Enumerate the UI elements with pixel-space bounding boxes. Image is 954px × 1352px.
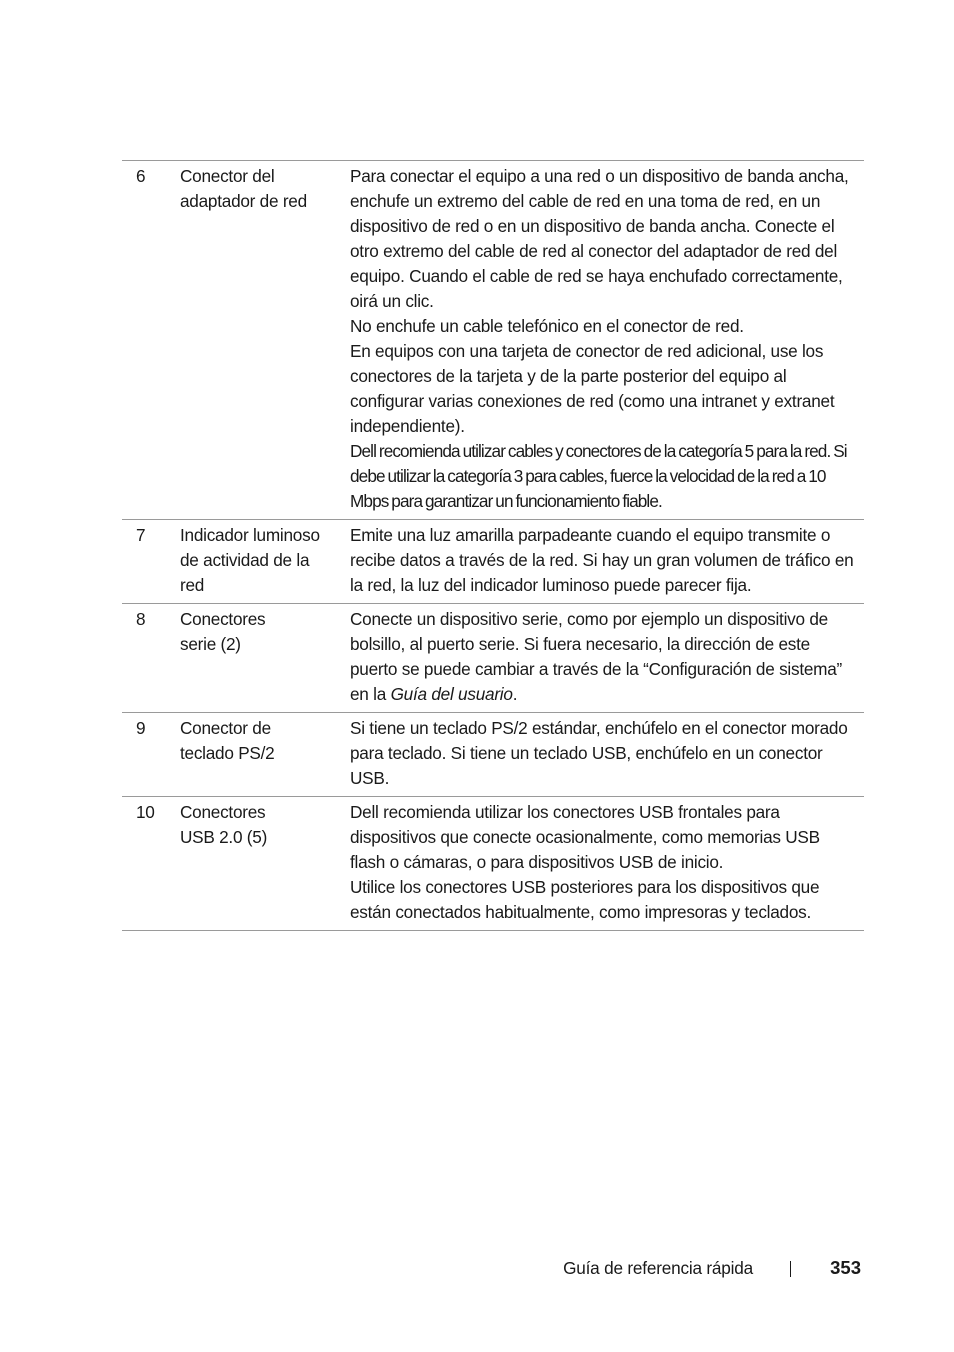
table-row	[122, 713, 864, 797]
description-paragraph: Para conectar el equipo a una red o un dispositivo de banda ancha, enchufe un extremo del cable de red en una toma de red, en un dispositivo de red o en un dispositivo de banda ancha. Conecte el otro extremo del cable de red al conector del adaptador de red del equipo. Cuando el cable de red se haya enchufado correctamente, oirá un clic.	[350, 166, 849, 311]
table-row	[122, 520, 864, 604]
row-number: 10	[136, 802, 155, 822]
description-text: Conecte un dispositivo serie, como por ejemplo un dispositivo de bolsillo, al puerto serie. Si fuera necesario, la dirección de este puerto se puede cambiar a través de la “Configuración de sistema” en la	[350, 609, 843, 704]
description-paragraph: Dell recomienda utilizar los conectores USB frontales para dispositivos que conecte ocasionalmente, como memorias USB flash o cámaras, o para dispositivos USB de inicio.	[350, 802, 820, 872]
table-row	[122, 161, 864, 520]
description-period: .	[512, 684, 518, 704]
row-number: 7	[136, 525, 146, 545]
connector-description	[350, 800, 864, 925]
footer-divider	[790, 1261, 791, 1277]
connector-description	[350, 164, 864, 514]
connector-name: Conector de teclado PS/2	[180, 718, 275, 763]
description-paragraph	[350, 607, 858, 707]
description-paragraph: Si tiene un teclado PS/2 estándar, enchúfelo en el conector morado para teclado. Si tiene un teclado USB, enchúfelo en un conector USB.	[350, 718, 848, 788]
connector-description	[350, 716, 864, 791]
connector-name: Conectores serie (2)	[180, 609, 266, 654]
row-number: 8	[136, 609, 146, 629]
table-row	[122, 797, 864, 931]
description-paragraph: Utilice los conectores USB posteriores para los dispositivos que están conectados habitualmente, como impresoras y teclados.	[350, 877, 820, 922]
connector-name: Indicador luminoso de actividad de la red	[180, 525, 320, 595]
description-paragraph: En equipos con una tarjeta de conector de red adicional, use los conectores de la tarjeta y de la parte posterior del equipo al configurar varias conexiones de red (como una intranet y extranet independiente).	[350, 341, 835, 436]
user-guide-reference: Guía del usuario	[390, 684, 513, 704]
connector-name: Conectores USB 2.0 (5)	[180, 802, 268, 847]
footer-title: Guía de referencia rápida	[563, 1258, 753, 1278]
description-paragraph: Dell recomienda utilizar cables y conectores de la categoría 5 para la red. Si debe utilizar la categoría 3 para cables, fuerce la velocidad de la red a 10 Mbps para garantizar un funcionamiento fiable.	[350, 441, 847, 511]
connector-description	[350, 523, 864, 598]
description-paragraph: Emite una luz amarilla parpadeante cuando el equipo transmite o recibe datos a través de la red. Si hay un gran volumen de tráfico en la red, la luz del indicador luminoso puede parecer fija.	[350, 525, 854, 595]
connector-spec-table	[122, 160, 864, 931]
connector-name: Conector del adaptador de red	[180, 166, 307, 211]
row-number: 6	[136, 166, 146, 186]
row-number: 9	[136, 718, 146, 738]
table-row	[122, 604, 864, 713]
page-footer	[0, 1255, 954, 1283]
page-number: 353	[830, 1257, 861, 1278]
connector-description	[350, 607, 864, 707]
description-paragraph: No enchufe un cable telefónico en el conector de red.	[350, 316, 744, 336]
